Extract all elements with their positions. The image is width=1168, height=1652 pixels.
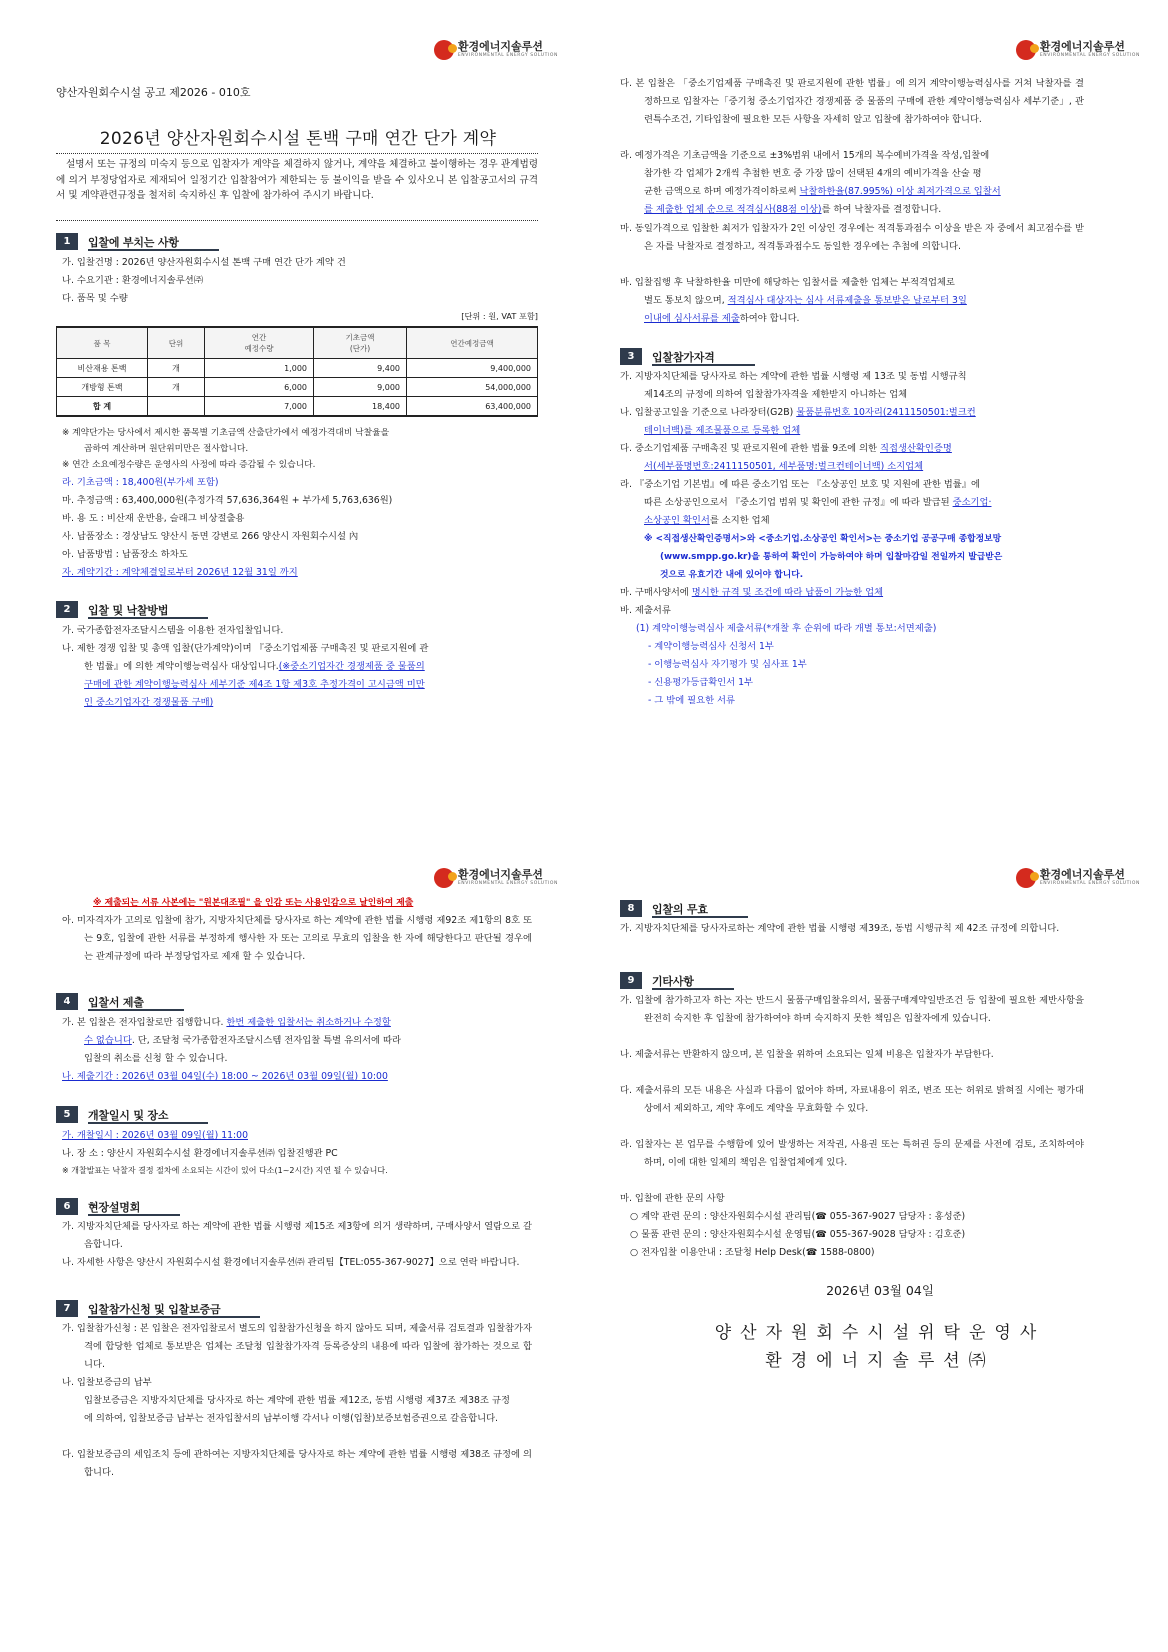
page-4 — [620, 868, 1140, 1648]
list-item: - 신용평가등급확인서 1부 — [648, 677, 753, 688]
logo-icon — [434, 40, 454, 60]
section-title: 입찰참가자격 — [652, 349, 755, 366]
item-line: 가. 국가종합전자조달시스템을 이용한 전자입찰입니다. — [62, 625, 284, 636]
item-paragraph: 가. 입찰에 참가하고자 하는 자는 반드시 물품구매입찰유의서, 물품구매계약일반조건 등 입찰에 필요한 제반사항을 완전히 숙지한 후 입찰에 참가하여야 하며 숙지하지 못한 책임은 입찰자에게 있습니다. — [620, 995, 1084, 1024]
logo-sub: ENVIRONMENTAL ENERGY SOLUTION — [457, 881, 558, 887]
section-title: 입찰에 부치는 사항 — [88, 234, 219, 251]
table-header-row — [57, 327, 538, 359]
item-line: 나. 입찰공고일을 기준으로 나라장터(G2B) 물품분류번호 10자리(2411150501:벌크컨 — [620, 407, 976, 418]
column-header: 품 목 — [57, 327, 148, 359]
item-line: 라. 『중소기업 기본법』에 따른 중소기업 또는 『소상공인 보호 및 지원에 관한 법률』에 — [620, 479, 981, 490]
warning-note: (www.smpp.go.kr)을 통하여 확인이 가능하여야 하며 입찰마감일 전일까지 발급받은 — [660, 552, 1003, 562]
page-1 — [38, 40, 558, 810]
section-number: 1 — [56, 233, 78, 250]
item-line: 구매에 관한 계약이행능력심사 세부기준 제4조 1항 제3호 추정가격이 고시금액 미만 — [84, 679, 425, 690]
cell: 1,000 — [205, 359, 314, 378]
section-title: 입찰서 제출 — [88, 994, 184, 1011]
table-row — [57, 359, 538, 378]
item-line: 가. 입찰건명 : 2026년 양산자원회수시설 톤백 구매 연간 단가 계약 건 — [62, 257, 346, 268]
item-line: 따른 소상공인으로서 『중소기업 범위 및 확인에 관한 규정』에 따라 발급된 중소기업· — [644, 497, 992, 508]
item-paragraph: 가. 지방자치단체를 당사자로 하는 계약에 관한 법률 시행령 제15조 제3항에 의거 생략하며, 구매사양서 열람으로 갈음합니다. — [62, 1221, 532, 1250]
cell: 7,000 — [205, 397, 314, 417]
opening-place: 나. 장 소 : 양산시 자원회수시설 환경에너지솔루션㈜ 입찰진행관 PC — [62, 1148, 338, 1159]
usage: 바. 용 도 : 비산재 운반용, 슬래그 비상절출용 — [62, 513, 245, 524]
section-number: 6 — [56, 1198, 78, 1215]
cell: 18,400 — [314, 397, 407, 417]
logo-icon — [434, 868, 454, 888]
column-header: 단위 — [148, 327, 205, 359]
warning-note: ※ 제출되는 서류 사본에는 "원본대조필" 을 인감 또는 사용인감으로 날인하여 제출 — [93, 898, 414, 908]
note: ※ 연간 소요예정수량은 운영사의 사정에 따라 증감될 수 있습니다. — [62, 460, 316, 470]
delivery-method: 아. 납품방법 : 납품장소 하차도 — [62, 549, 188, 560]
submission-period: 나. 제출기간 : 2026년 03월 04일(수) 18:00 ~ 2026년 03월 09일(월) 10:00 — [62, 1071, 388, 1082]
note: 곱하여 계산하며 원단위미만은 절사합니다. — [84, 444, 249, 454]
item-paragraph: 다. 제출서류의 모든 내용은 사실과 다름이 없어야 하며, 자료내용이 위조, 변조 또는 허위로 밝혀질 시에는 평가대상에서 제외하고, 계약 후에도 계약을 무효화할 수 있다. — [620, 1085, 1084, 1114]
cell: 9,000 — [314, 378, 407, 397]
cell: 합 계 — [57, 397, 148, 417]
section-title: 입찰의 무효 — [652, 901, 748, 918]
item-line: 마. 구매사양서에 명시한 규격 및 조건에 따라 납품이 가능한 업체 — [620, 587, 884, 598]
section-number: 9 — [620, 972, 642, 989]
item-line: 라. 예정가격은 기초금액을 기준으로 ±3%범위 내에서 15개의 복수예비가격을 작성,입찰에 — [620, 150, 990, 161]
section-title: 기타사항 — [652, 973, 734, 990]
item-paragraph: 마. 동일가격으로 입찰한 최저가 입찰자가 2인 이상인 경우에는 적격통과점수 이상을 받은 자 중에서 최고점수를 받은 자를 낙찰자로 결정하고, 적격통과점수도 동일한 경우에는 추첨에 의합니다. — [620, 223, 1084, 252]
item-line: 다. 중소기업제품 구매촉진 및 판로지원에 관한 법률 9조에 의한 직접생산확인증명 — [620, 443, 952, 454]
note: ※ 계약단가는 당사에서 제시한 품목별 기초금액 산출단가에서 예정가격대비 낙찰율을 — [62, 428, 390, 438]
logo-sub: ENVIRONMENTAL ENERGY SOLUTION — [457, 53, 558, 59]
delivery-place: 사. 납품장소 : 경상남도 양산시 동면 강변로 266 양산시 자원회수시설 內 — [62, 531, 359, 542]
item-paragraph: 가. 지방자치단체를 당사자로하는 계약에 관한 법률 시행령 제39조, 동법 시행규칙 제 42조 규정에 의합니다. — [620, 923, 1060, 934]
section-title: 현장설명회 — [88, 1199, 180, 1216]
contact-item: ○ 물품 관련 문의 : 양산자원회수시설 운영팀(☎ 055-367-9028 담당자 : 김호준) — [630, 1229, 966, 1240]
item-line: 수 없습니다. 단, 조달청 국가종합전자조달시스템 전자입찰 특별 유의서에 따라 — [84, 1035, 401, 1046]
contract-period: 자. 계약기간 : 계약체결일로부터 2026년 12월 31일 까지 — [62, 567, 298, 578]
company-logo — [1016, 40, 1140, 60]
item-paragraph: 다. 입찰보증금의 세입조치 등에 관하여는 지방자치단체를 당사자로 하는 계약에 관한 법률 시행령 제38조 규정에 의합니다. — [62, 1449, 532, 1478]
opening-datetime: 가. 개찰일시 : 2026년 03월 09일(월) 11:00 — [62, 1130, 249, 1141]
base-amount: 라. 기초금액 : 18,400원(부가세 포함) — [62, 477, 219, 488]
cell: 9,400,000 — [407, 359, 538, 378]
item-line: 입찰의 취소를 신청 할 수 있습니다. — [84, 1053, 228, 1064]
table-row — [57, 378, 538, 397]
notice-number: 양산자원회수시설 공고 제2026 - 010호 — [56, 86, 251, 99]
logo-name: 환경에너지솔루션 — [1039, 868, 1125, 882]
company-logo — [1016, 868, 1140, 888]
cell: 개 — [148, 359, 205, 378]
divider — [56, 220, 538, 221]
item-line: 균한 금액으로 하며 예정가격이하로써 낙찰하한율(87.995%) 이상 최저가격으로 입찰서 — [644, 186, 1001, 197]
item-line: 이내에 심사서류를 제출하여야 합니다. — [644, 313, 800, 324]
item-line: 인 중소기업자간 경쟁물품 구매) — [84, 697, 214, 708]
list-item: - 그 밖에 필요한 서류 — [648, 695, 736, 706]
list-item: - 계약이행능력심사 신청서 1부 — [648, 641, 774, 652]
logo-icon — [1016, 40, 1036, 60]
divider — [56, 153, 538, 154]
item-paragraph: 가. 입찰참가신청 : 본 입찰은 전자입찰로서 별도의 입찰참가신청을 하지 않아도 되며, 제출서류 검토결과 입찰참가자격에 합당한 업체로 통보받은 업체는 조달청 입찰참가자격 등록증상의 내용에 따라 입찰에 참가하는 것으로 합니다. — [62, 1323, 532, 1370]
item-paragraph: 나. 제출서류는 반환하지 않으며, 본 입찰을 위하여 소요되는 일체 비용은 입찰자가 부담한다. — [620, 1049, 994, 1060]
item-line: 참가한 각 업체가 2개씩 추첨한 번호 중 가장 많이 선택된 4개의 예비가격을 산술 평 — [644, 168, 982, 179]
company-logo — [434, 868, 558, 888]
logo-icon — [1016, 868, 1036, 888]
cell: 6,000 — [205, 378, 314, 397]
estimated-amount: 마. 추정금액 : 63,400,000원(추정가격 57,636,364원 + 부가세 5,763,636원) — [62, 495, 393, 506]
cell: 54,000,000 — [407, 378, 538, 397]
section-number: 3 — [620, 348, 642, 365]
section-title: 입찰참가신청 및 입찰보증금 — [88, 1301, 260, 1318]
item-paragraph: 다. 본 입찰은 「중소기업제품 구매촉진 및 판로지원에 관한 법률」에 의거 계약이행능력심사를 거쳐 낙찰자를 결정하므로 입찰자는「중기청 중소기업자간 경쟁제품 중 물품의 구매에 관한 계약이행능력심사 세부기준」, 관련특수조건, 기타입찰에 필요한 모든 사항을 자세히 알고 입찰에 참가하여야 합니다. — [620, 78, 1084, 125]
page-2 — [620, 40, 1140, 810]
item-line: 테이너백)를 제조물품으로 등록한 업체 — [644, 425, 801, 436]
cell: 63,400,000 — [407, 397, 538, 417]
notice-date: 2026년 03월 04일 — [826, 1283, 934, 1298]
item-line: 다. 품목 및 수량 — [62, 293, 128, 304]
item-paragraph: 입찰보증금은 지방자치단체를 당사자로 하는 계약에 관한 법률 제12조, 동법 시행령 제37조 제38조 규정에 의하여, 입찰보증금 납부는 전자입찰서의 납부이행 각서나 이행(입찰)보증보험증권으로 갈음합니다. — [84, 1395, 510, 1424]
unit-note: [단위 : 원, VAT 포함] — [461, 311, 538, 321]
list-item: - 이행능력심사 자기평가 및 심사표 1부 — [648, 659, 807, 670]
warning-note: ※ <직접생산확인증명서>와 <중소기업.소상공인 확인서>는 중소기업 공공구매 종합정보망 — [644, 534, 1002, 544]
items-table — [56, 326, 538, 417]
contact-item: ○ 계약 관련 문의 : 양산자원회수시설 관리팀(☎ 055-367-9027 담당자 : 홍성준) — [630, 1211, 966, 1222]
item-line: 나. 제한 경쟁 입찰 및 총액 입찰(단가계약)이며 『중소기업제품 구매촉진 및 판로지원에 관 — [62, 643, 429, 654]
item-paragraph: 라. 입찰자는 본 업무를 수행함에 있어 발생하는 저작권, 사용권 또는 특허권 등의 문제를 사전에 검토, 조치하여야 하며, 이에 대한 일체의 책임은 입찰업체에게 있다. — [620, 1139, 1084, 1168]
item-line: 바. 제출서류 — [620, 605, 671, 616]
section-number: 2 — [56, 601, 78, 618]
contact-item: ○ 전자입찰 이용안내 : 조달청 Help Desk(☎ 1588-0800) — [630, 1247, 875, 1258]
column-header: 기초금액 (단가) — [314, 327, 407, 359]
item-line: 마. 입찰에 관한 문의 사항 — [620, 1193, 725, 1204]
logo-name: 환경에너지솔루션 — [457, 868, 543, 882]
item-line: 소상공인 확인서를 소지한 업체 — [644, 515, 770, 526]
page-3 — [38, 868, 558, 1648]
item-line: 가. 지방자치단체를 당사자로 하는 계약에 관한 법률 시행령 제 13조 및 동법 시행규칙 — [620, 371, 967, 382]
cell: 비산재용 톤백 — [57, 359, 148, 378]
item-line: 별도 통보치 않으며, 적격심사 대상자는 심사 서류제출을 통보받은 날로부터 3일 — [644, 295, 967, 306]
company-logo — [434, 40, 558, 60]
page-title: 2026년 양산자원회수시설 톤백 구매 연간 단가 계약 — [99, 129, 497, 149]
cell: 개방형 톤백 — [57, 378, 148, 397]
section-title: 입찰 및 낙찰방법 — [88, 602, 208, 619]
cell — [148, 397, 205, 417]
item-line: 제14조의 규정에 의하여 입찰참가자격을 제한받지 아니하는 업체 — [644, 389, 908, 400]
item-line: 를 제출한 업체 순으로 적격심사(88점 이상)를 하여 낙찰자를 결정합니다. — [644, 204, 942, 215]
section-number: 8 — [620, 900, 642, 917]
item-line: 나. 수요기관 : 환경에너지솔루션㈜ — [62, 275, 204, 286]
item-paragraph: 나. 자세한 사항은 양산시 자원회수시설 환경에너지솔루션㈜ 관리팀【TEL:055-367-9027】으로 연락 바랍니다. — [62, 1257, 520, 1268]
logo-name: 환경에너지솔루션 — [457, 40, 543, 54]
cell: 9,400 — [314, 359, 407, 378]
item-line: 가. 본 입찰은 전자입찰로만 집행합니다. 한번 제출한 입찰서는 취소하거나 수정할 — [62, 1017, 391, 1028]
logo-sub: ENVIRONMENTAL ENERGY SOLUTION — [1039, 881, 1140, 887]
section-number: 4 — [56, 993, 78, 1010]
warning-note: 것으로 유효기간 내에 있어야 합니다. — [660, 570, 804, 580]
docs-heading: (1) 계약이행능력심사 제출서류(*개찰 후 순위에 따라 개별 통보:서면제출) — [636, 623, 937, 634]
item-line: 나. 입찰보증금의 납부 — [62, 1377, 152, 1388]
item-line: 서(세부품명번호:2411150501, 세부품명:벌크컨테이너백) 소지업체 — [644, 461, 924, 472]
company-name: 환경에너지솔루션㈜ — [765, 1351, 995, 1371]
table-total-row — [57, 397, 538, 417]
column-header: 연간 예정수량 — [205, 327, 314, 359]
item-line: 바. 입찰집행 후 낙찰하한율 미만에 해당하는 입찰서를 제출한 업체는 부적격업체로 — [620, 277, 955, 288]
item-paragraph: 아. 미자격자가 고의로 입찰에 참가, 지방자치단체를 당사자로 하는 계약에 관한 법률 시행령 제92조 제1항의 8호 또는 9호, 입찰에 관한 서류를 부정하게 행사한 자 또는 고의로 무효의 입찰을 한 자에 해당한다고 판단될 경우에는 관계규정에 따라 부정당업자로 제재 할 수 있습니다. — [62, 915, 532, 962]
section-number: 5 — [56, 1106, 78, 1123]
logo-name: 환경에너지솔루션 — [1039, 40, 1125, 54]
section-title: 개찰일시 및 장소 — [88, 1107, 208, 1124]
column-header: 연간예정금액 — [407, 327, 538, 359]
note: ※ 개찰발표는 낙찰자 결정 절차에 소요되는 시간이 있어 다소(1~2시간) 지연 될 수 있습니다. — [62, 1166, 388, 1175]
item-line: 한 법률』에 의한 계약이행능력심사 대상입니다.(※중소기업자간 경쟁제품 중 물품의 — [84, 661, 425, 672]
issuer-name: 양산자원회수시설위탁운영사 — [714, 1323, 1046, 1343]
section-number: 7 — [56, 1300, 78, 1317]
logo-sub: ENVIRONMENTAL ENERGY SOLUTION — [1039, 53, 1140, 59]
intro-text: 설명서 또는 규정의 미숙지 등으로 입찰자가 계약을 체결하지 않거나, 계약을 체결하고 불이행하는 경우 관계법령에 의거 부정당업자로 제재되어 일정기간 입찰참여가 제한되는 등 불이익을 받을 수 있사오니 본 입찰공고서의 규격서 및 계약관련규정을 철저히 숙지하신 후 입찰에 참가하여 주시기 바랍니다. — [56, 159, 538, 201]
cell: 개 — [148, 378, 205, 397]
